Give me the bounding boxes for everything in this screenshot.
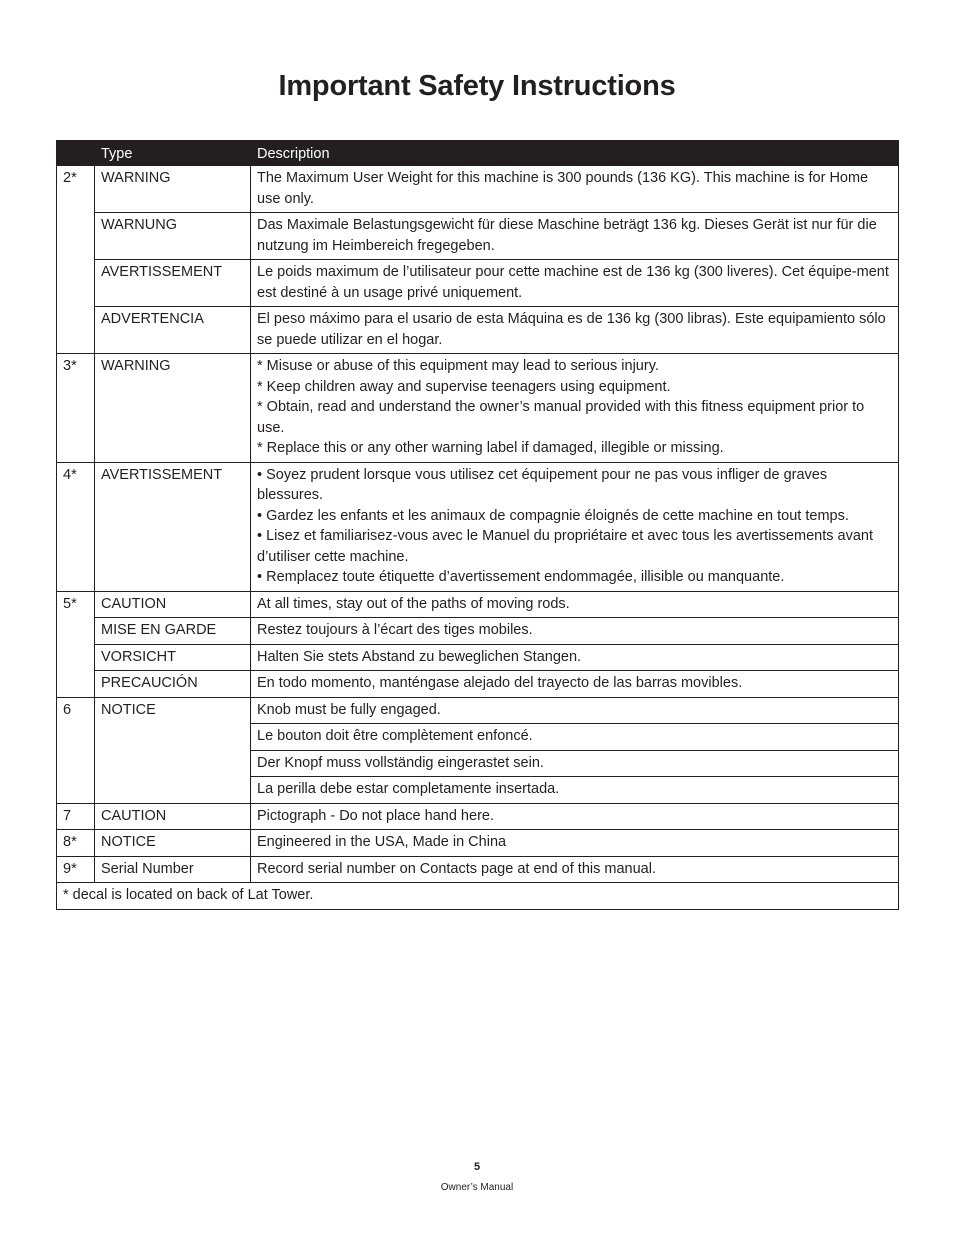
table-row — [57, 354, 899, 463]
decal-type: Serial Number — [95, 856, 251, 883]
decal-description: Pictograph - Do not place hand here. — [251, 803, 899, 830]
table-row — [57, 697, 899, 724]
decal-type: WARNING — [95, 166, 251, 213]
decal-description: Restez toujours à l’écart des tiges mobiles. — [251, 618, 899, 645]
decal-number: 8* — [57, 830, 95, 857]
table-row — [57, 803, 899, 830]
decal-type: WARNUNG — [95, 213, 251, 260]
table-row — [57, 618, 899, 645]
decal-number: 4* — [57, 462, 95, 591]
decal-type: PRECAUCIÓN — [95, 671, 251, 698]
decal-description — [251, 354, 899, 463]
page-title: Important Safety Instructions — [278, 70, 676, 102]
decal-type: NOTICE — [95, 830, 251, 857]
table-row — [57, 260, 899, 307]
table-header-row — [57, 141, 899, 166]
decal-description: Engineered in the USA, Made in China — [251, 830, 899, 857]
decal-description: Le bouton doit être complètement enfoncé. — [251, 724, 899, 751]
decal-type: CAUTION — [95, 803, 251, 830]
decal-description: Der Knopf muss vollständig eingerastet sein. — [251, 750, 899, 777]
decal-number: 5* — [57, 591, 95, 697]
table-row — [57, 307, 899, 354]
table-row — [57, 591, 899, 618]
decal-description: Le poids maximum de l’utilisateur pour cette machine est de 136 kg (300 liveres). Cet équipe-ment est destiné à un usage privé uniquement. — [251, 260, 899, 307]
description-line: • Gardez les enfants et les animaux de compagnie éloignés de cette machine en tout temps. — [257, 507, 849, 524]
safety-instructions-table — [56, 140, 899, 910]
description-line: • Lisez et familiarisez-vous avec le Manuel du propriétaire et avec tous les avertissements avant d’utiliser cette machine. — [257, 528, 873, 565]
decal-description: The Maximum User Weight for this machine is 300 pounds (136 KG). This machine is for Home use only. — [251, 166, 899, 213]
decal-type: MISE EN GARDE — [95, 618, 251, 645]
description-line: * Obtain, read and understand the owner’s manual provided with this fitness equipment prior to use. — [257, 399, 865, 436]
manual-label: Owner’s Manual — [440, 1182, 514, 1193]
table-row — [57, 830, 899, 857]
decal-type: NOTICE — [95, 697, 251, 803]
description-line: * Misuse or abuse of this equipment may lead to serious injury. — [257, 358, 659, 374]
description-line: • Remplacez toute étiquette d’avertissement endommagée, illisible ou manquante. — [257, 569, 785, 585]
table-row — [57, 644, 899, 671]
decal-description: Record serial number on Contacts page at end of this manual. — [251, 856, 899, 883]
decal-number: 7 — [57, 803, 95, 830]
decal-type: CAUTION — [95, 591, 251, 618]
decal-number: 2* — [57, 166, 95, 354]
decal-number: 3* — [57, 354, 95, 463]
decal-type: ADVERTENCIA — [95, 307, 251, 354]
table-row — [57, 213, 899, 260]
page-number: 5 — [473, 1161, 481, 1173]
decal-description: En todo momento, manténgase alejado del trayecto de las barras movibles. — [251, 671, 899, 698]
decal-description: El peso máximo para el usario de esta Máquina es de 136 kg (300 libras). Este equipamiento sólo se puede utilizar en el hogar. — [251, 307, 899, 354]
decal-type: VORSICHT — [95, 644, 251, 671]
decal-description: Das Maximale Belastungsgewicht für diese Maschine beträgt 136 kg. Dieses Gerät ist nur für die nutzung im Heimbereich fregegeben. — [251, 213, 899, 260]
decal-description — [251, 462, 899, 591]
description-line: • Soyez prudent lorsque vous utilisez cet équipement pour ne pas vous infliger de graves blessures. — [257, 466, 828, 503]
decal-description: Halten Sie stets Abstand zu beweglichen Stangen. — [251, 644, 899, 671]
decal-description: At all times, stay out of the paths of moving rods. — [251, 591, 899, 618]
table-row — [57, 166, 899, 213]
description-line: * Keep children away and supervise teenagers using equipment. — [257, 378, 671, 395]
decal-type: AVERTISSEMENT — [95, 260, 251, 307]
description-column-header: Description — [251, 141, 899, 166]
number-column-header — [57, 141, 95, 166]
decal-number: 6 — [57, 697, 95, 803]
table-footnote: * decal is located on back of Lat Tower. — [57, 883, 899, 910]
decal-description: La perilla debe estar completamente insertada. — [251, 777, 899, 804]
table-row — [57, 671, 899, 698]
type-column-header: Type — [95, 141, 251, 166]
table-row — [57, 856, 899, 883]
decal-type: AVERTISSEMENT — [95, 462, 251, 591]
decal-number: 9* — [57, 856, 95, 883]
decal-type: WARNING — [95, 354, 251, 463]
decal-description: Knob must be fully engaged. — [251, 697, 899, 724]
table-footnote-row — [57, 883, 899, 910]
description-line: * Replace this or any other warning label if damaged, illegible or missing. — [257, 440, 724, 456]
table-row — [57, 462, 899, 591]
